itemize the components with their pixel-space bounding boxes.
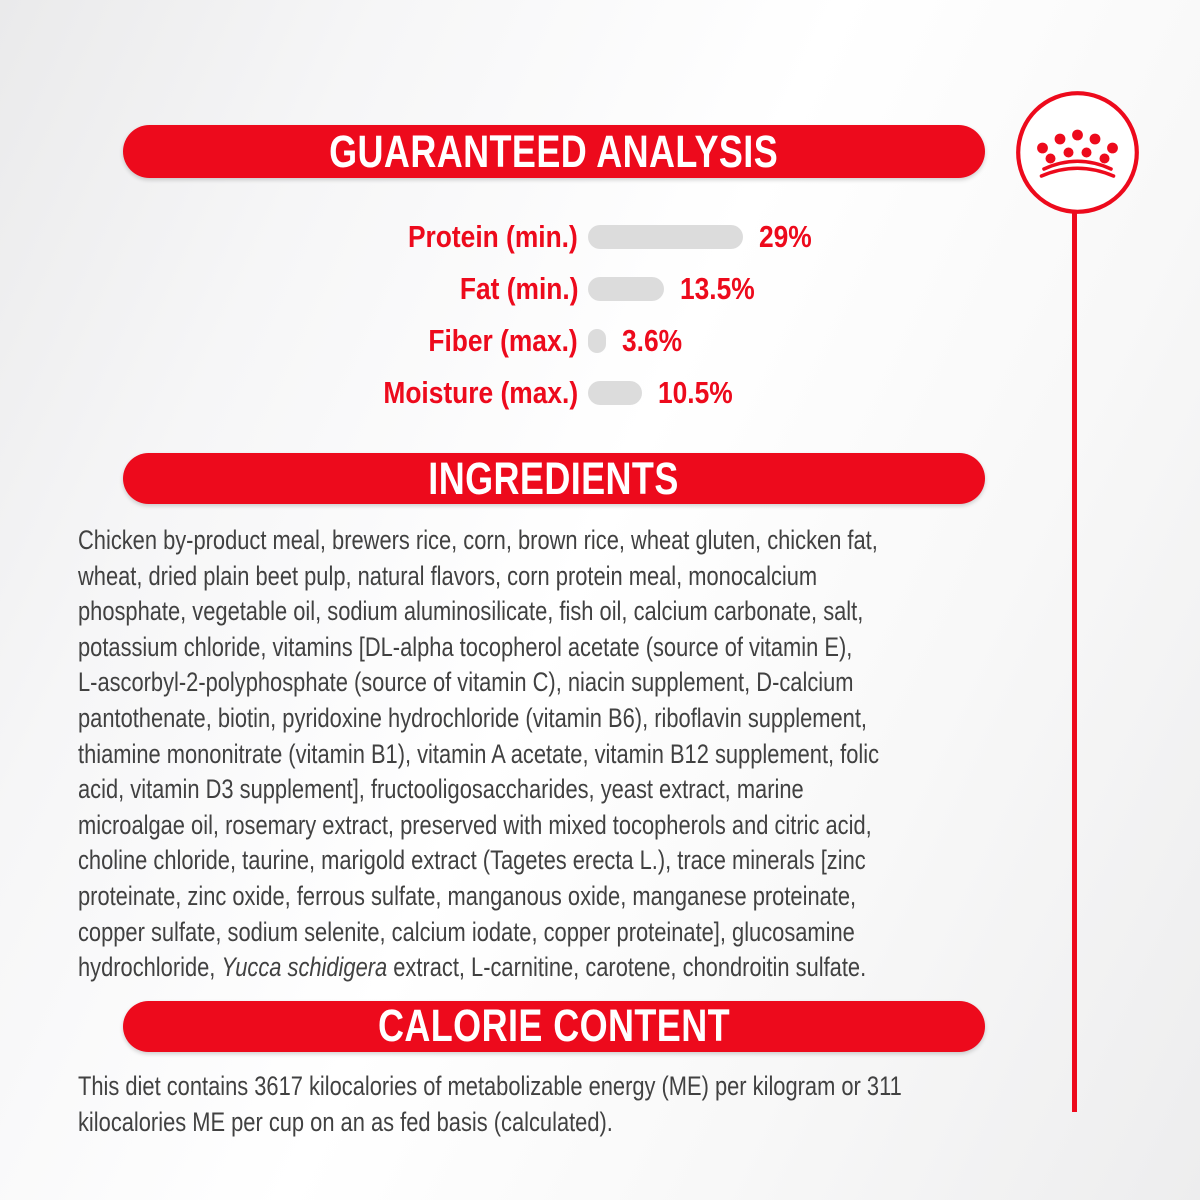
guaranteed-analysis-table [0, 211, 1200, 419]
nutrient-bar [588, 277, 664, 301]
nutrient-row-fat [0, 263, 1200, 315]
ingredients-line: acid, vitamin D3 supplement], fructooligosaccharides, yeast extract, marine [78, 774, 804, 805]
nutrient-label-cell [0, 219, 578, 255]
nutrient-value: 29% [759, 219, 812, 254]
nutrient-label: Moisture (max.) [383, 375, 578, 410]
nutrient-label: Fiber (max.) [428, 323, 578, 358]
ingredients-last-post: extract, L-carnitine, carotene, chondroitin sulfate. [387, 952, 867, 983]
nutrient-value-cell [680, 271, 768, 307]
ingredients-title: INGREDIENTS [428, 452, 680, 504]
nutrient-label: Fat (min.) [459, 271, 578, 306]
nutrient-value: 3.6% [622, 323, 683, 358]
ingredients-line: proteinate, zinc oxide, ferrous sulfate, manganous oxide, manganese proteinate, [78, 880, 857, 911]
ingredients-banner [123, 453, 985, 504]
nutrient-bar [588, 225, 743, 249]
nutrient-value-cell [759, 219, 821, 255]
nutrient-value: 13.5% [680, 271, 755, 306]
royal-canin-crown-logo-icon [1014, 89, 1141, 216]
nutrient-bar [588, 329, 606, 353]
ingredients-line: Chicken by-product meal, brewers rice, corn, brown rice, wheat gluten, chicken fat, [78, 525, 878, 555]
vertical-divider-line [1072, 213, 1077, 1112]
nutrient-value-cell [658, 375, 746, 411]
nutrient-label-cell [0, 323, 578, 359]
nutrient-row-protein [0, 211, 1200, 263]
ingredients-line: pantothenate, biotin, pyridoxine hydrochloride (vitamin B6), riboflavin supplement, [78, 702, 867, 733]
calorie-text [78, 1068, 1200, 1140]
nutrient-row-fiber [0, 315, 1200, 367]
ingredients-line: phosphate, vegetable oil, sodium aluminosilicate, fish oil, calcium carbonate, salt, [78, 596, 864, 627]
nutrient-bar [588, 381, 642, 405]
ingredients-line: wheat, dried plain beet pulp, natural flavors, corn protein meal, monocalcium [78, 560, 818, 591]
nutrient-value: 10.5% [658, 375, 733, 410]
ingredients-latin-name: Yucca schidigera [221, 952, 388, 983]
ingredients-line-last [78, 950, 987, 986]
ingredients-line: thiamine mononitrate (vitamin B1), vitamin A acetate, vitamin B12 supplement, folic [78, 738, 880, 769]
calorie-content-banner [123, 1001, 985, 1052]
nutrient-label-cell [0, 375, 578, 411]
ingredients-last-pre: hydrochloride, [78, 952, 222, 983]
ingredients-line: L-ascorbyl-2-polyphosphate (source of vitamin C), niacin supplement, D-calcium [78, 667, 854, 698]
guaranteed-analysis-title: GUARANTEED ANALYSIS [329, 125, 779, 177]
nutrient-row-moisture [0, 367, 1200, 419]
nutrient-label: Protein (min.) [408, 219, 578, 254]
ingredients-line: copper sulfate, sodium selenite, calcium iodate, copper proteinate], glucosamine [78, 916, 855, 947]
nutrient-value-cell [622, 323, 693, 359]
ingredients-line: microalgae oil, rosemary extract, preserved with mixed tocopherols and citric acid, [78, 809, 872, 840]
calorie-content-title: CALORIE CONTENT [378, 1000, 730, 1052]
nutrient-label-cell [0, 271, 578, 307]
calorie-line: This diet contains 3617 kilocalories of metabolizable energy (ME) per kilogram or 311 [78, 1070, 902, 1101]
ingredients-line: potassium chloride, vitamins [DL-alpha tocopherol acetate (source of vitamin E), [78, 631, 853, 662]
calorie-line: kilocalories ME per cup on an as fed basis (calculated). [78, 1106, 613, 1137]
guaranteed-analysis-banner [123, 125, 985, 178]
ingredients-line: choline chloride, taurine, marigold extract (Tagetes erecta L.), trace minerals [zinc [78, 845, 866, 876]
ingredients-text [78, 523, 1200, 986]
